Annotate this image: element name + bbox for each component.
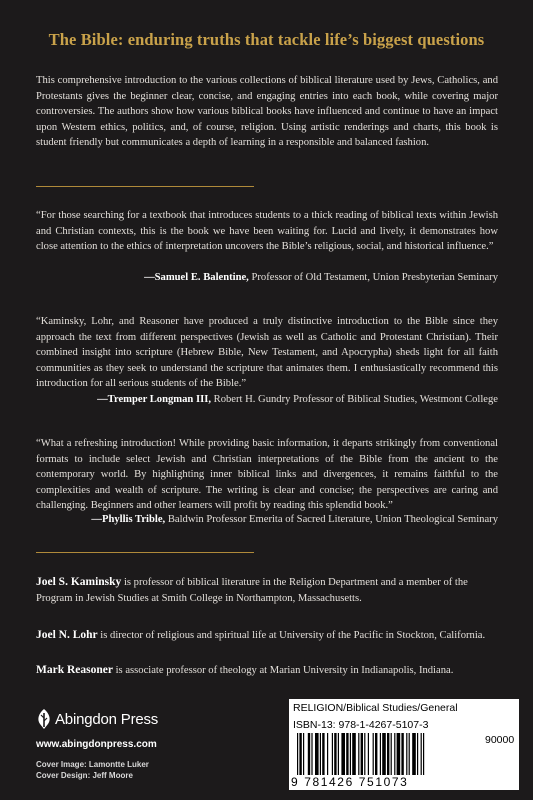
- author-bio-text: is professor of biblical literature in the Religion Department and a member of the Program in Jewish Studies at Smith College in Northampton, Massachusetts.: [36, 577, 468, 604]
- endorsement-attribution: [97, 392, 498, 407]
- endorser-name: —Tremper Longman III,: [97, 394, 211, 405]
- author-bio-text: is associate professor of theology at Marian University in Indianapolis, Indiana.: [112, 665, 454, 676]
- book-description: This comprehensive introduction to the various collections of biblical literature used by Jews, Catholics, and Protestants gives the beginner clear, concise, and engaging entries into each book, while covering major controversies. The authors show how various biblical books have influenced and continue to have an impact upon Western ethics, politics, and, of course, religion. Using artistic renderings and charts, this book is student friendly but communicates a depth of learning in a responsible and balanced fashion.: [36, 75, 498, 148]
- endorser-title: Baldwin Professor Emerita of Sacred Literature, Union Theological Seminary: [165, 514, 498, 525]
- gold-divider: [36, 186, 254, 187]
- endorsement-attribution: [144, 270, 498, 285]
- publisher-url: www.abingdonpress.com: [36, 739, 157, 750]
- cover-design-credit: Cover Design: Jeff Moore: [36, 771, 133, 780]
- author-name: Joel N. Lohr: [36, 629, 98, 641]
- endorser-name: —Samuel E. Balentine,: [144, 272, 249, 283]
- cover-image-credit: Cover Image: Lamontte Luker: [36, 760, 149, 769]
- price-code: 90000: [485, 734, 515, 746]
- barcode-label: [289, 699, 519, 790]
- endorser-title: Robert H. Gundry Professor of Biblical Studies, Westmont College: [210, 394, 498, 405]
- abingdon-leaf-icon: [36, 708, 52, 730]
- endorsement-quote: “Kaminsky, Lohr, and Reasoner have produced a truly distinctive introduction to the Bible since they approach the text from different perspectives (Jewish as well as Catholic and Protestant Christian). Their combined insight into scripture (Hebrew Bible, New Testament, and Apocrypha) sheds light for all faith communities as they seek to understand the scripture that animates them. I enthusiastically recommend this introduction for all serious students of the Bible.”: [36, 316, 498, 389]
- author-bio-text: is director of religious and spiritual life at University of the Pacific in Stockton, California.: [97, 630, 486, 641]
- isbn-text: ISBN-13: 978-1-4267-5107-3: [293, 719, 429, 731]
- isbn-barcode: [291, 733, 481, 775]
- bisac-category: RELIGION/Biblical Studies/General: [293, 702, 458, 714]
- endorser-title: Professor of Old Testament, Union Presbyterian Seminary: [248, 272, 498, 283]
- author-bio: [36, 663, 502, 679]
- endorsement-attribution: [91, 512, 498, 527]
- author-bio: [36, 628, 502, 644]
- publisher-name: Abingdon Press: [55, 710, 159, 728]
- author-name: Joel S. Kaminsky: [36, 576, 122, 588]
- endorsement-quote: “For those searching for a textbook that introduces students to a thick reading of biblical texts within Jewish and Christian contexts, this is the book we have been waiting for. Lucid and lively, it demonstrates how close attention to the ethics of interpretation uncovers the Bible’s religious, social, and historical influence.”: [36, 210, 498, 252]
- barcode-number: 9 781426 751073: [291, 775, 409, 789]
- endorsement-quote: “What a refreshing introduction! While providing basic information, it departs strikingly from conventional formats to include select Jewish and Christian interpretations of the Bible from the ancient to the contemporary world. By highlighting inner biblical links and divergences, it remains faithful to the complexities and wealth of scripture. The writing is clear and concise; the perspectives are caring and challenging. Beginners and other learners will profit by reading this splendid book.”: [36, 438, 498, 511]
- author-name: Mark Reasoner: [36, 664, 113, 676]
- publisher-logo: [36, 708, 158, 730]
- author-bio: [36, 575, 502, 606]
- gold-divider: [36, 552, 254, 553]
- endorser-name: —Phyllis Trible,: [91, 514, 166, 525]
- headline: The Bible: enduring truths that tackle life’s biggest questions: [48, 30, 485, 49]
